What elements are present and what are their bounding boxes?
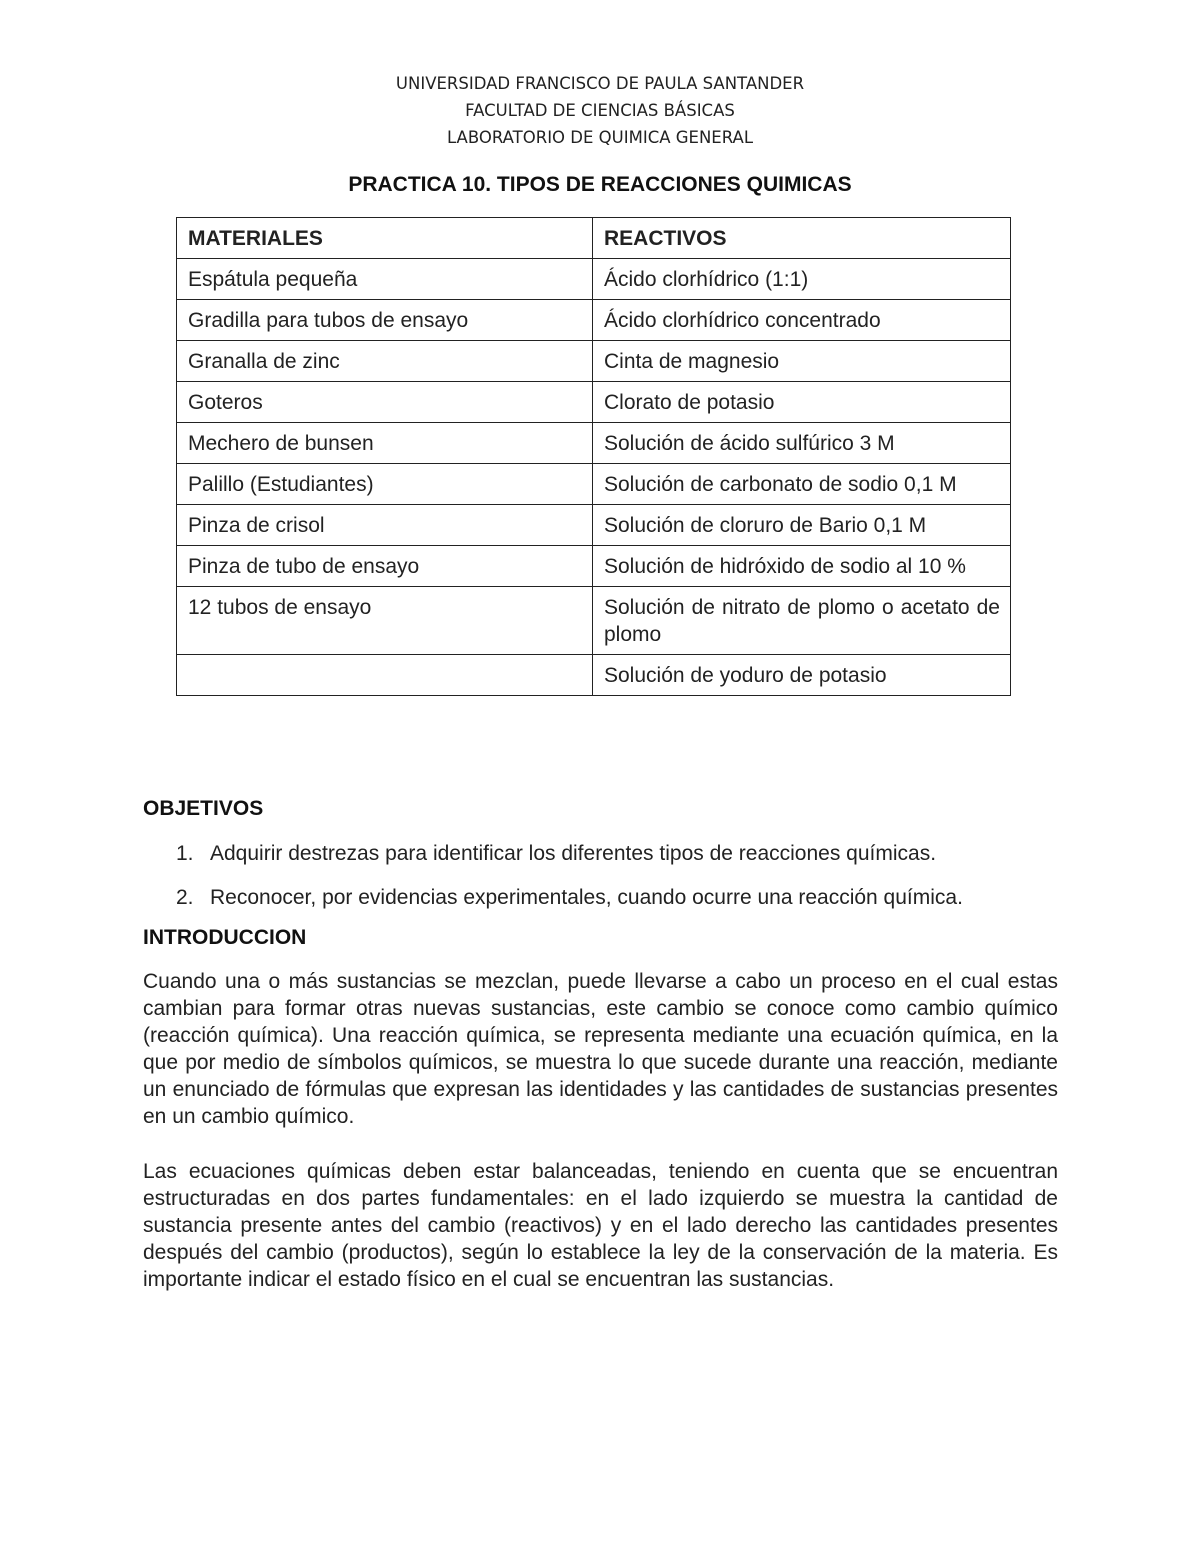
material-cell: Mechero de bunsen (177, 423, 593, 464)
table-row (177, 546, 1011, 587)
list-item-number: 1. (176, 842, 194, 865)
list-item (143, 840, 1063, 884)
reagent-cell: Solución de hidróxido de sodio al 10 % (593, 546, 1011, 587)
reagent-cell: Solución de carbonato de sodio 0,1 M (593, 464, 1011, 505)
list-item-text: Reconocer, por evidencias experimentales, cuando ocurre una reacción química. (210, 886, 963, 909)
list-item (143, 884, 1063, 928)
material-cell: Granalla de zinc (177, 341, 593, 382)
list-item-text: Adquirir destrezas para identificar los diferentes tipos de reacciones químicas. (210, 842, 937, 865)
material-cell (177, 655, 593, 696)
table-row (177, 505, 1011, 546)
reagent-cell: Solución de ácido sulfúrico 3 M (593, 423, 1011, 464)
table-row (177, 300, 1011, 341)
table-header-row (177, 218, 1011, 259)
objectives-heading: OBJETIVOS (143, 797, 264, 820)
objectives-list (143, 840, 1063, 928)
introduction-paragraph-2: Las ecuaciones químicas deben estar balanceadas, teniendo en cuenta que se encuentran estructuradas en dos partes fundamentales: en el lado izquierdo se muestra la cantidad de sustancia presente antes del cambio (reactivos) y en el lado derecho las cantidades presentes después del cambio (productos), según lo establece la ley de la conservación de la materia. Es importante indicar el estado físico en el cual se encuentran las sustancias. (143, 1160, 1058, 1291)
material-cell: Palillo (Estudiantes) (177, 464, 593, 505)
material-cell: Espátula pequeña (177, 259, 593, 300)
introduction-paragraph-1: Cuando una o más sustancias se mezclan, puede llevarse a cabo un proceso en el cual estas cambian para formar otras nuevas sustancias, este cambio se conoce como cambio químico (reacción química). Una reacción química, se representa mediante una ecuación química, en la que por medio de símbolos químicos, se muestra lo que sucede durante una reacción, mediante un enunciado de fórmulas que expresan las identidades y las cantidades de sustancias presentes en un cambio químico. (143, 970, 1058, 1128)
reagent-cell: Solución de cloruro de Bario 0,1 M (593, 505, 1011, 546)
practice-title: PRACTICA 10. TIPOS DE REACCIONES QUIMICAS (348, 173, 852, 196)
table-row (177, 341, 1011, 382)
material-cell: Pinza de crisol (177, 505, 593, 546)
reagent-cell: Solución de nitrato de plomo o acetato de plomo (593, 587, 1011, 655)
table-row (177, 587, 1011, 655)
table-row (177, 423, 1011, 464)
reagents-column-header: REACTIVOS (593, 218, 1011, 259)
table-row (177, 259, 1011, 300)
reagent-cell: Ácido clorhídrico (1:1) (593, 259, 1011, 300)
material-cell: Goteros (177, 382, 593, 423)
table-row (177, 382, 1011, 423)
material-cell: Pinza de tubo de ensayo (177, 546, 593, 587)
university-name: UNIVERSIDAD FRANCISCO DE PAULA SANTANDER (395, 74, 805, 93)
reagent-cell: Cinta de magnesio (593, 341, 1011, 382)
institution-header (0, 70, 1200, 151)
table-row (177, 464, 1011, 505)
materials-table (176, 217, 1011, 696)
reagent-cell: Solución de yoduro de potasio (593, 655, 1011, 696)
material-cell: Gradilla para tubos de ensayo (177, 300, 593, 341)
materials-column-header: MATERIALES (177, 218, 593, 259)
faculty-name: FACULTAD DE CIENCIAS BÁSICAS (465, 101, 735, 120)
introduction-heading: INTRODUCCION (143, 926, 307, 949)
list-item-number: 2. (176, 886, 194, 909)
laboratory-name: LABORATORIO DE QUIMICA GENERAL (446, 128, 754, 147)
table-row (177, 655, 1011, 696)
material-cell: 12 tubos de ensayo (177, 587, 593, 655)
reagent-cell: Ácido clorhídrico concentrado (593, 300, 1011, 341)
reagent-cell: Clorato de potasio (593, 382, 1011, 423)
